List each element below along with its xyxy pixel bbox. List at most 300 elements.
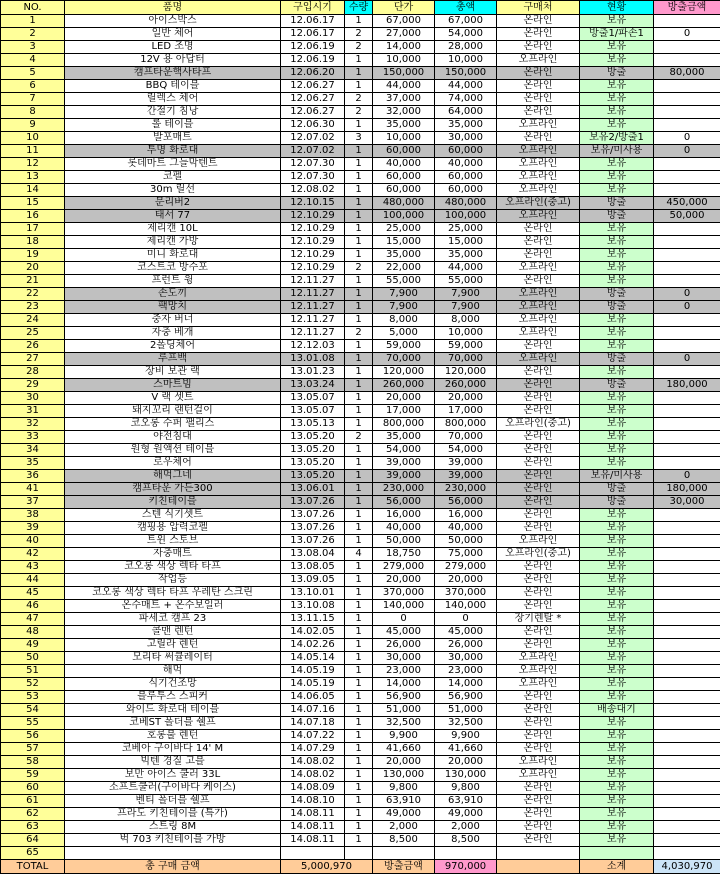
cell-price[interactable]: 56,000 bbox=[373, 496, 435, 509]
cell-name[interactable]: 호롱불 렌턴 bbox=[65, 730, 281, 743]
cell-name[interactable]: V 랙 셋트 bbox=[65, 392, 281, 405]
cell-price[interactable] bbox=[373, 847, 435, 860]
cell-price[interactable]: 8,000 bbox=[373, 314, 435, 327]
cell-no[interactable]: 47 bbox=[1, 613, 65, 626]
cell-total[interactable]: 60,000 bbox=[435, 171, 497, 184]
cell-no[interactable]: 52 bbox=[1, 678, 65, 691]
cell-qty[interactable]: 3 bbox=[345, 132, 373, 145]
cell-total[interactable]: 32,500 bbox=[435, 717, 497, 730]
cell-date[interactable]: 14.08.09 bbox=[281, 782, 345, 795]
cell-name[interactable]: 모리타 써큘레이터 bbox=[65, 652, 281, 665]
cell-sold[interactable] bbox=[654, 678, 720, 691]
cell-qty[interactable]: 1 bbox=[345, 613, 373, 626]
cell-sold[interactable] bbox=[654, 249, 720, 262]
cell-place[interactable]: 오프라인(중고) bbox=[497, 548, 580, 561]
cell-sold[interactable] bbox=[654, 405, 720, 418]
cell-place[interactable]: 온라인 bbox=[497, 834, 580, 847]
cell-price[interactable]: 20,000 bbox=[373, 574, 435, 587]
cell-place[interactable]: 온라인 bbox=[497, 392, 580, 405]
cell-total[interactable]: 30,000 bbox=[435, 132, 497, 145]
cell-sold[interactable] bbox=[654, 366, 720, 379]
cell-sold[interactable] bbox=[654, 119, 720, 132]
cell-price[interactable]: 279,000 bbox=[373, 561, 435, 574]
cell-date[interactable]: 12.06.27 bbox=[281, 80, 345, 93]
cell-status[interactable]: 보유 bbox=[580, 340, 654, 353]
cell-status[interactable]: 보유 bbox=[580, 54, 654, 67]
cell-date[interactable]: 13.05.20 bbox=[281, 431, 345, 444]
cell-date[interactable]: 12.07.02 bbox=[281, 145, 345, 158]
cell-price[interactable]: 22,000 bbox=[373, 262, 435, 275]
cell-name[interactable]: 릴렉스 체어 bbox=[65, 93, 281, 106]
cell-total[interactable]: 10,000 bbox=[435, 54, 497, 67]
cell-place[interactable]: 온라인 bbox=[497, 639, 580, 652]
cell-place[interactable]: 온라인 bbox=[497, 431, 580, 444]
cell-sold[interactable] bbox=[654, 41, 720, 54]
cell-sold[interactable] bbox=[654, 327, 720, 340]
total-spacer[interactable] bbox=[497, 860, 580, 874]
cell-total[interactable]: 9,900 bbox=[435, 730, 497, 743]
cell-date[interactable]: 12.12.03 bbox=[281, 340, 345, 353]
cell-date[interactable]: 12.10.29 bbox=[281, 236, 345, 249]
cell-sold[interactable] bbox=[654, 704, 720, 717]
cell-status[interactable]: 보유 bbox=[580, 574, 654, 587]
cell-name[interactable]: 롯데마트 그늘막텐트 bbox=[65, 158, 281, 171]
cell-sold[interactable] bbox=[654, 80, 720, 93]
cell-qty[interactable]: 1 bbox=[345, 171, 373, 184]
cell-qty[interactable]: 1 bbox=[345, 782, 373, 795]
cell-date[interactable]: 12.06.27 bbox=[281, 106, 345, 119]
cell-name[interactable]: 손도끼 bbox=[65, 288, 281, 301]
cell-date[interactable]: 12.08.02 bbox=[281, 184, 345, 197]
cell-name[interactable]: 발포매트 bbox=[65, 132, 281, 145]
cell-price[interactable]: 40,000 bbox=[373, 158, 435, 171]
cell-qty[interactable]: 1 bbox=[345, 769, 373, 782]
cell-place[interactable]: 오프라인(중고) bbox=[497, 197, 580, 210]
cell-no[interactable]: 16 bbox=[1, 210, 65, 223]
cell-sold[interactable] bbox=[654, 54, 720, 67]
cell-sold[interactable] bbox=[654, 418, 720, 431]
cell-price[interactable]: 10,000 bbox=[373, 132, 435, 145]
cell-price[interactable]: 55,000 bbox=[373, 275, 435, 288]
cell-qty[interactable]: 1 bbox=[345, 678, 373, 691]
cell-place[interactable]: 온라인 bbox=[497, 379, 580, 392]
cell-total[interactable]: 63,910 bbox=[435, 795, 497, 808]
cell-qty[interactable]: 1 bbox=[345, 405, 373, 418]
cell-status[interactable]: 보유 bbox=[580, 223, 654, 236]
cell-qty[interactable]: 1 bbox=[345, 392, 373, 405]
cell-sold[interactable] bbox=[654, 717, 720, 730]
header-name[interactable]: 품명 bbox=[65, 1, 281, 15]
cell-date[interactable]: 14.02.26 bbox=[281, 639, 345, 652]
header-place[interactable]: 구매처 bbox=[497, 1, 580, 15]
cell-total[interactable]: 30,000 bbox=[435, 652, 497, 665]
cell-name[interactable]: 팩망치 bbox=[65, 301, 281, 314]
cell-status[interactable]: 보유 bbox=[580, 366, 654, 379]
total-purchase-label[interactable]: 총 구매 금액 bbox=[65, 860, 281, 874]
cell-place[interactable]: 온라인 bbox=[497, 574, 580, 587]
cell-no[interactable]: 1 bbox=[1, 15, 65, 28]
cell-no[interactable]: 18 bbox=[1, 236, 65, 249]
cell-status[interactable]: 보유 bbox=[580, 184, 654, 197]
cell-status[interactable]: 보유 bbox=[580, 405, 654, 418]
cell-no[interactable]: 14 bbox=[1, 184, 65, 197]
cell-price[interactable]: 8,500 bbox=[373, 834, 435, 847]
cell-no[interactable]: 23 bbox=[1, 301, 65, 314]
cell-qty[interactable]: 1 bbox=[345, 483, 373, 496]
cell-status[interactable]: 보유 bbox=[580, 834, 654, 847]
cell-total[interactable]: 8,500 bbox=[435, 834, 497, 847]
cell-place[interactable]: 오프라인 bbox=[497, 769, 580, 782]
cell-date[interactable]: 12.06.17 bbox=[281, 15, 345, 28]
cell-total[interactable]: 44,000 bbox=[435, 80, 497, 93]
cell-name[interactable]: 문리버2 bbox=[65, 197, 281, 210]
cell-name[interactable]: 원형 원액션 테이블 bbox=[65, 444, 281, 457]
cell-sold[interactable] bbox=[654, 639, 720, 652]
cell-place[interactable]: 온라인 bbox=[497, 457, 580, 470]
total-purchase-value[interactable]: 5,000,970 bbox=[281, 860, 373, 874]
cell-date[interactable]: 14.08.11 bbox=[281, 834, 345, 847]
cell-status[interactable]: 방출 bbox=[580, 197, 654, 210]
cell-sold[interactable]: 0 bbox=[654, 353, 720, 366]
cell-total[interactable]: 45,000 bbox=[435, 626, 497, 639]
cell-name[interactable]: 자충 베개 bbox=[65, 327, 281, 340]
cell-price[interactable]: 39,000 bbox=[373, 470, 435, 483]
cell-qty[interactable]: 2 bbox=[345, 262, 373, 275]
cell-total[interactable]: 26,000 bbox=[435, 639, 497, 652]
cell-place[interactable]: 온라인 bbox=[497, 522, 580, 535]
total-sold-label[interactable]: 방출금액 bbox=[373, 860, 435, 874]
cell-name[interactable]: 코스트코 방수포 bbox=[65, 262, 281, 275]
cell-place[interactable]: 장기렌탈 * bbox=[497, 613, 580, 626]
cell-sold[interactable] bbox=[654, 769, 720, 782]
cell-price[interactable]: 9,900 bbox=[373, 730, 435, 743]
cell-qty[interactable]: 1 bbox=[345, 600, 373, 613]
cell-place[interactable]: 오프라인 bbox=[497, 145, 580, 158]
cell-sold[interactable] bbox=[654, 444, 720, 457]
cell-name[interactable]: 30m 릴선 bbox=[65, 184, 281, 197]
cell-date[interactable]: 14.02.05 bbox=[281, 626, 345, 639]
cell-qty[interactable]: 1 bbox=[345, 314, 373, 327]
cell-date[interactable]: 12.07.30 bbox=[281, 171, 345, 184]
cell-place[interactable]: 오프라인 bbox=[497, 262, 580, 275]
cell-total[interactable]: 39,000 bbox=[435, 457, 497, 470]
cell-qty[interactable]: 1 bbox=[345, 236, 373, 249]
cell-status[interactable]: 보유 bbox=[580, 314, 654, 327]
cell-date[interactable]: 12.11.27 bbox=[281, 327, 345, 340]
cell-place[interactable]: 온라인 bbox=[497, 743, 580, 756]
cell-no[interactable]: 26 bbox=[1, 340, 65, 353]
cell-place[interactable]: 온라인 bbox=[497, 15, 580, 28]
cell-name[interactable]: 프라도 키친테이블 (특가) bbox=[65, 808, 281, 821]
cell-price[interactable]: 260,000 bbox=[373, 379, 435, 392]
cell-date[interactable]: 13.08.05 bbox=[281, 561, 345, 574]
cell-date[interactable]: 13.05.20 bbox=[281, 470, 345, 483]
cell-date[interactable]: 12.07.30 bbox=[281, 158, 345, 171]
cell-place[interactable]: 온라인 bbox=[497, 405, 580, 418]
cell-no[interactable]: 6 bbox=[1, 80, 65, 93]
cell-qty[interactable]: 1 bbox=[345, 574, 373, 587]
cell-total[interactable]: 55,000 bbox=[435, 275, 497, 288]
cell-sold[interactable] bbox=[654, 15, 720, 28]
cell-place[interactable]: 온라인 bbox=[497, 808, 580, 821]
cell-price[interactable]: 35,000 bbox=[373, 249, 435, 262]
cell-price[interactable]: 41,660 bbox=[373, 743, 435, 756]
cell-qty[interactable]: 1 bbox=[345, 509, 373, 522]
cell-date[interactable]: 14.07.22 bbox=[281, 730, 345, 743]
cell-date[interactable]: 14.05.19 bbox=[281, 678, 345, 691]
cell-no[interactable]: 63 bbox=[1, 821, 65, 834]
cell-total[interactable]: 279,000 bbox=[435, 561, 497, 574]
cell-qty[interactable]: 1 bbox=[345, 496, 373, 509]
cell-no[interactable]: 39 bbox=[1, 522, 65, 535]
cell-place[interactable] bbox=[497, 847, 580, 860]
cell-price[interactable]: 20,000 bbox=[373, 392, 435, 405]
cell-price[interactable]: 54,000 bbox=[373, 444, 435, 457]
cell-name[interactable]: 블루투스 스피커 bbox=[65, 691, 281, 704]
cell-total[interactable]: 70,000 bbox=[435, 353, 497, 366]
cell-qty[interactable] bbox=[345, 847, 373, 860]
cell-place[interactable]: 온라인 bbox=[497, 470, 580, 483]
cell-status[interactable]: 보유 bbox=[580, 93, 654, 106]
cell-price[interactable]: 49,000 bbox=[373, 808, 435, 821]
cell-qty[interactable]: 1 bbox=[345, 457, 373, 470]
cell-sold[interactable] bbox=[654, 652, 720, 665]
cell-status[interactable] bbox=[580, 847, 654, 860]
cell-date[interactable]: 12.06.19 bbox=[281, 41, 345, 54]
cell-no[interactable]: 45 bbox=[1, 587, 65, 600]
cell-name[interactable]: 제리캔 10L bbox=[65, 223, 281, 236]
cell-status[interactable]: 보유 bbox=[580, 730, 654, 743]
cell-date[interactable]: 14.08.11 bbox=[281, 808, 345, 821]
cell-total[interactable]: 64,000 bbox=[435, 106, 497, 119]
cell-sold[interactable] bbox=[654, 691, 720, 704]
cell-total[interactable]: 56,000 bbox=[435, 496, 497, 509]
cell-price[interactable]: 37,000 bbox=[373, 93, 435, 106]
cell-sold[interactable] bbox=[654, 548, 720, 561]
cell-place[interactable]: 온라인 bbox=[497, 704, 580, 717]
cell-sold[interactable] bbox=[654, 613, 720, 626]
cell-no[interactable]: 21 bbox=[1, 275, 65, 288]
cell-qty[interactable]: 1 bbox=[345, 626, 373, 639]
cell-status[interactable]: 보유/미사용 bbox=[580, 470, 654, 483]
cell-qty[interactable]: 1 bbox=[345, 275, 373, 288]
cell-total[interactable]: 25,000 bbox=[435, 223, 497, 236]
cell-status[interactable]: 보유 bbox=[580, 535, 654, 548]
cell-price[interactable]: 15,000 bbox=[373, 236, 435, 249]
cell-place[interactable]: 온라인 bbox=[497, 795, 580, 808]
cell-qty[interactable]: 1 bbox=[345, 717, 373, 730]
total-sold-value[interactable]: 970,000 bbox=[435, 860, 497, 874]
cell-date[interactable]: 12.06.30 bbox=[281, 119, 345, 132]
cell-place[interactable]: 오프라인 bbox=[497, 678, 580, 691]
cell-qty[interactable]: 1 bbox=[345, 535, 373, 548]
cell-place[interactable]: 오프라인 bbox=[497, 665, 580, 678]
cell-no[interactable]: 7 bbox=[1, 93, 65, 106]
cell-sold[interactable]: 0 bbox=[654, 288, 720, 301]
cell-name[interactable]: 스텐 식기셋트 bbox=[65, 509, 281, 522]
cell-status[interactable]: 방출 bbox=[580, 496, 654, 509]
cell-price[interactable]: 100,000 bbox=[373, 210, 435, 223]
cell-sold[interactable] bbox=[654, 522, 720, 535]
cell-sold[interactable]: 0 bbox=[654, 145, 720, 158]
cell-place[interactable]: 오프라인 bbox=[497, 171, 580, 184]
cell-status[interactable]: 보유 bbox=[580, 782, 654, 795]
cell-name[interactable]: 온수매트 + 온수보일러 bbox=[65, 600, 281, 613]
cell-price[interactable]: 10,000 bbox=[373, 54, 435, 67]
cell-status[interactable]: 보유 bbox=[580, 509, 654, 522]
cell-sold[interactable] bbox=[654, 808, 720, 821]
cell-total[interactable]: 51,000 bbox=[435, 704, 497, 717]
cell-qty[interactable]: 1 bbox=[345, 249, 373, 262]
cell-name[interactable]: 트윈 스토브 bbox=[65, 535, 281, 548]
cell-qty[interactable]: 1 bbox=[345, 834, 373, 847]
cell-no[interactable]: 20 bbox=[1, 262, 65, 275]
cell-status[interactable]: 보유 bbox=[580, 821, 654, 834]
cell-qty[interactable]: 1 bbox=[345, 730, 373, 743]
cell-price[interactable]: 0 bbox=[373, 613, 435, 626]
cell-sold[interactable] bbox=[654, 847, 720, 860]
cell-status[interactable]: 보유 bbox=[580, 275, 654, 288]
cell-status[interactable]: 방출 bbox=[580, 288, 654, 301]
cell-no[interactable]: 28 bbox=[1, 366, 65, 379]
cell-no[interactable]: 61 bbox=[1, 795, 65, 808]
cell-total[interactable]: 260,000 bbox=[435, 379, 497, 392]
cell-total[interactable]: 480,000 bbox=[435, 197, 497, 210]
cell-name[interactable]: 콜맨 렌턴 bbox=[65, 626, 281, 639]
cell-qty[interactable]: 2 bbox=[345, 93, 373, 106]
cell-price[interactable]: 26,000 bbox=[373, 639, 435, 652]
cell-no[interactable]: 57 bbox=[1, 743, 65, 756]
cell-price[interactable]: 70,000 bbox=[373, 353, 435, 366]
cell-status[interactable]: 보유 bbox=[580, 587, 654, 600]
cell-qty[interactable]: 1 bbox=[345, 639, 373, 652]
cell-date[interactable]: 14.08.02 bbox=[281, 756, 345, 769]
cell-no[interactable]: 12 bbox=[1, 158, 65, 171]
cell-sold[interactable] bbox=[654, 535, 720, 548]
cell-no[interactable]: 44 bbox=[1, 574, 65, 587]
cell-status[interactable]: 보유 bbox=[580, 106, 654, 119]
cell-qty[interactable]: 1 bbox=[345, 340, 373, 353]
cell-sold[interactable]: 50,000 bbox=[654, 210, 720, 223]
cell-sold[interactable] bbox=[654, 795, 720, 808]
cell-place[interactable]: 온라인 bbox=[497, 600, 580, 613]
cell-no[interactable]: 46 bbox=[1, 600, 65, 613]
cell-sold[interactable] bbox=[654, 106, 720, 119]
cell-price[interactable]: 18,750 bbox=[373, 548, 435, 561]
cell-sold[interactable] bbox=[654, 392, 720, 405]
cell-date[interactable]: 12.06.17 bbox=[281, 28, 345, 41]
header-qty[interactable]: 수량 bbox=[345, 1, 373, 15]
cell-price[interactable]: 60,000 bbox=[373, 184, 435, 197]
cell-qty[interactable]: 1 bbox=[345, 704, 373, 717]
cell-total[interactable]: 120,000 bbox=[435, 366, 497, 379]
cell-price[interactable]: 50,000 bbox=[373, 535, 435, 548]
cell-name[interactable]: 보만 아이스 쿨러 33L bbox=[65, 769, 281, 782]
cell-qty[interactable]: 1 bbox=[345, 301, 373, 314]
cell-place[interactable]: 온라인 bbox=[497, 509, 580, 522]
cell-total[interactable]: 40,000 bbox=[435, 158, 497, 171]
cell-sold[interactable]: 450,000 bbox=[654, 197, 720, 210]
cell-status[interactable]: 보유 bbox=[580, 613, 654, 626]
cell-place[interactable]: 온라인 bbox=[497, 41, 580, 54]
cell-qty[interactable]: 1 bbox=[345, 652, 373, 665]
cell-name[interactable]: 프런트 윙 bbox=[65, 275, 281, 288]
cell-name[interactable]: 코베아 구이바다 14' M bbox=[65, 743, 281, 756]
cell-status[interactable]: 보유2/방출1 bbox=[580, 132, 654, 145]
cell-place[interactable]: 온라인 bbox=[497, 587, 580, 600]
cell-place[interactable]: 온라인 bbox=[497, 717, 580, 730]
cell-price[interactable]: 35,000 bbox=[373, 431, 435, 444]
cell-price[interactable]: 32,500 bbox=[373, 717, 435, 730]
cell-total[interactable]: 70,000 bbox=[435, 431, 497, 444]
cell-total[interactable]: 150,000 bbox=[435, 67, 497, 80]
cell-name[interactable]: 미니 화로대 bbox=[65, 249, 281, 262]
cell-date[interactable]: 13.01.23 bbox=[281, 366, 345, 379]
cell-price[interactable]: 480,000 bbox=[373, 197, 435, 210]
cell-sold[interactable]: 0 bbox=[654, 132, 720, 145]
cell-qty[interactable]: 1 bbox=[345, 808, 373, 821]
header-price[interactable]: 단가 bbox=[373, 1, 435, 15]
cell-price[interactable]: 27,000 bbox=[373, 28, 435, 41]
cell-total[interactable]: 20,000 bbox=[435, 756, 497, 769]
cell-date[interactable]: 13.09.05 bbox=[281, 574, 345, 587]
cell-name[interactable]: 캠프타운핵사타프 bbox=[65, 67, 281, 80]
cell-no[interactable]: 9 bbox=[1, 119, 65, 132]
cell-place[interactable]: 온라인 bbox=[497, 730, 580, 743]
cell-place[interactable]: 오프라인 bbox=[497, 119, 580, 132]
cell-price[interactable]: 35,000 bbox=[373, 119, 435, 132]
cell-qty[interactable]: 1 bbox=[345, 418, 373, 431]
cell-qty[interactable]: 2 bbox=[345, 327, 373, 340]
cell-name[interactable]: 태서 77 bbox=[65, 210, 281, 223]
cell-status[interactable]: 보유 bbox=[580, 678, 654, 691]
cell-date[interactable]: 13.05.07 bbox=[281, 392, 345, 405]
cell-date[interactable]: 13.06.01 bbox=[281, 483, 345, 496]
cell-no[interactable]: 59 bbox=[1, 769, 65, 782]
cell-status[interactable]: 보유 bbox=[580, 561, 654, 574]
cell-sold[interactable] bbox=[654, 782, 720, 795]
cell-price[interactable]: 39,000 bbox=[373, 457, 435, 470]
cell-place[interactable]: 온라인 bbox=[497, 496, 580, 509]
cell-no[interactable]: 15 bbox=[1, 197, 65, 210]
cell-status[interactable]: 방출 bbox=[580, 210, 654, 223]
cell-price[interactable]: 7,900 bbox=[373, 301, 435, 314]
cell-total[interactable]: 16,000 bbox=[435, 509, 497, 522]
cell-status[interactable]: 보유 bbox=[580, 769, 654, 782]
cell-qty[interactable]: 1 bbox=[345, 522, 373, 535]
cell-qty[interactable]: 1 bbox=[345, 80, 373, 93]
cell-no[interactable]: 4 bbox=[1, 54, 65, 67]
cell-qty[interactable]: 1 bbox=[345, 353, 373, 366]
cell-qty[interactable]: 2 bbox=[345, 106, 373, 119]
cell-status[interactable]: 보유 bbox=[580, 522, 654, 535]
cell-total[interactable]: 140,000 bbox=[435, 600, 497, 613]
cell-sold[interactable] bbox=[654, 561, 720, 574]
cell-status[interactable]: 방출 bbox=[580, 483, 654, 496]
header-total[interactable]: 총액 bbox=[435, 1, 497, 15]
cell-qty[interactable]: 1 bbox=[345, 210, 373, 223]
cell-total[interactable]: 10,000 bbox=[435, 327, 497, 340]
cell-price[interactable]: 30,000 bbox=[373, 652, 435, 665]
cell-status[interactable]: 보유 bbox=[580, 444, 654, 457]
cell-date[interactable]: 13.05.20 bbox=[281, 457, 345, 470]
cell-date[interactable]: 14.06.05 bbox=[281, 691, 345, 704]
cell-sold[interactable] bbox=[654, 730, 720, 743]
cell-name[interactable]: 루프백 bbox=[65, 353, 281, 366]
cell-name[interactable]: 해먹 bbox=[65, 665, 281, 678]
cell-status[interactable]: 보유 bbox=[580, 262, 654, 275]
cell-total[interactable]: 44,000 bbox=[435, 262, 497, 275]
